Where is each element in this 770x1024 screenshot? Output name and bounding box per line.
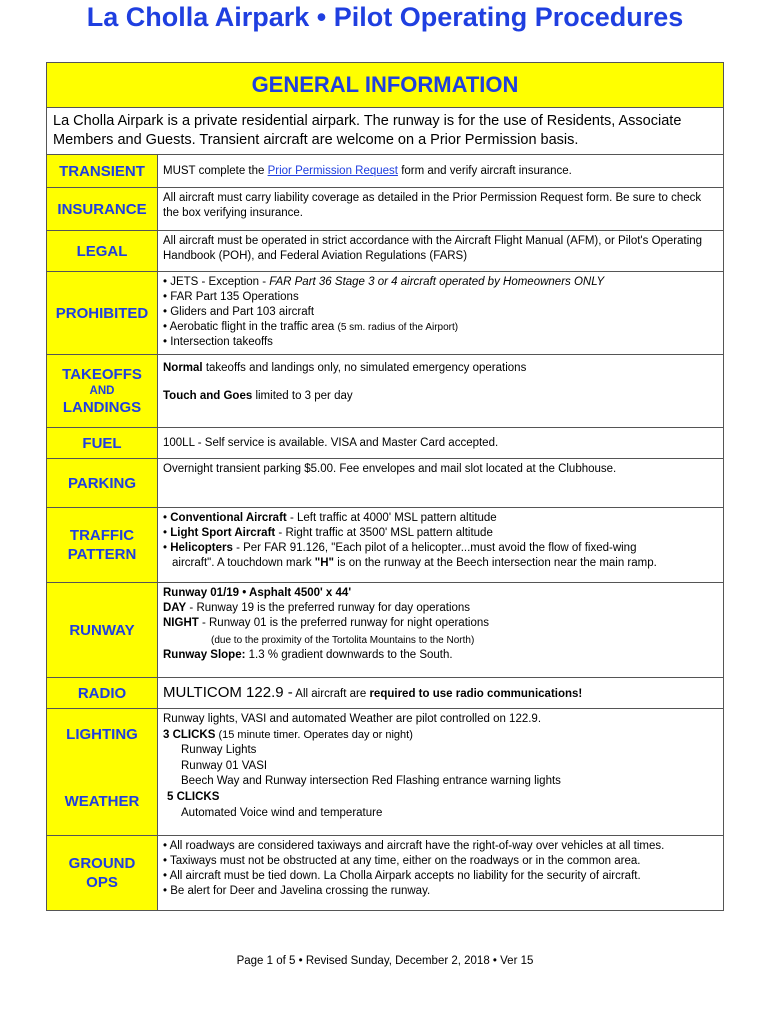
lighting-item-vasi: Runway 01 VASI — [181, 759, 268, 772]
takeoffs-normal — [163, 361, 718, 376]
row-takeoffs — [47, 355, 724, 428]
slope-rest: 1.3 % gradient downwards to the South. — [245, 649, 453, 661]
row-insurance — [47, 188, 724, 231]
lighting-3clicks — [163, 728, 718, 744]
content-prohibited — [158, 272, 724, 355]
transient-post: form and verify aircraft insurance. — [398, 164, 572, 177]
label-weather: WEATHER — [64, 793, 140, 810]
slope-bold: Runway Slope: — [163, 649, 246, 661]
content-transient — [158, 155, 724, 188]
content-insurance: All aircraft must carry liability coverage as detailed in the Prior Permission Request form. Be sure to check the box verifying insurance. — [158, 188, 724, 231]
label-transient: TRANSIENT — [47, 155, 158, 188]
label-prohibited: PROHIBITED — [47, 272, 158, 355]
prohibited-jets — [163, 275, 718, 290]
procedures-table — [46, 62, 724, 911]
content-runway — [158, 583, 724, 678]
label-parking: PARKING — [47, 459, 158, 508]
clicks3-bold: 3 CLICKS — [163, 728, 216, 741]
aerobatic-text: • Aerobatic flight in the traffic area — [163, 321, 338, 333]
lighting-item-weather: Automated Voice wind and temperature — [181, 806, 383, 819]
runway-heading — [163, 586, 718, 601]
day-bold: DAY — [163, 602, 187, 614]
label-fuel: FUEL — [47, 428, 158, 459]
label-ground-top: GROUND — [68, 855, 136, 872]
lsa-rest: - Right traffic at 3500' MSL pattern altitude — [275, 527, 493, 539]
transient-pre: MUST complete the — [163, 164, 268, 177]
touch-rest: limited to 3 per day — [252, 390, 353, 402]
label-ground — [47, 836, 158, 911]
label-traffic — [47, 508, 158, 583]
ground-item-3: • All aircraft must be tied down. La Cholla Airpark accepts no liability for the security of aircraft. — [163, 870, 641, 882]
row-radio — [47, 678, 724, 709]
runway-slope — [163, 648, 718, 663]
ground-item-2: • Taxiways must not be obstructed at any time, either on the roadways or in the common area. — [163, 855, 641, 867]
row-fuel — [47, 428, 724, 459]
clicks3-rest: (15 minute timer. Operates day or night) — [215, 728, 413, 741]
label-legal: LEGAL — [47, 231, 158, 272]
aerobatic-radius: (5 sm. radius of the Airport) — [337, 322, 459, 333]
touch-bold: Touch and Goes — [163, 390, 253, 402]
intro-text: La Cholla Airpark is a private residential airpark. The runway is for the use of Residents, Associate Members and Guests. Transient aircraft are welcome on a Prior Permission basis. — [47, 108, 724, 155]
label-takeoffs — [47, 355, 158, 428]
prior-permission-link[interactable]: Prior Permission Request — [267, 164, 398, 177]
traffic-helicopters: • Helicopters - Per FAR 91.126, "Each pilot of a helicopter...must avoid the flow of fixed-wing — [163, 542, 637, 554]
runway-day — [163, 601, 718, 616]
content-legal: All aircraft must be operated in strict accordance with the Aircraft Flight Manual (AFM), or Pilot's Operating Handbook (POH), and Federal Aviation Regulations (FARS) — [158, 231, 724, 272]
heli-line2-post: is on the runway at the Beech intersection near the main ramp. — [334, 557, 657, 569]
prohibited-gliders: • Gliders and Part 103 aircraft — [163, 306, 315, 318]
row-prohibited — [47, 272, 724, 355]
content-radio — [158, 678, 724, 709]
row-transient — [47, 155, 724, 188]
lighting-item-beech-way: Beech Way and Runway intersection Red Flashing entrance warning lights — [181, 775, 561, 788]
traffic-conventional: • Conventional Aircraft - Left traffic at 4000' MSL pattern altitude — [163, 512, 497, 524]
row-parking — [47, 459, 724, 508]
prohibited-far135: • FAR Part 135 Operations — [163, 291, 299, 303]
night-rest: - Runway 01 is the preferred runway for night operations — [198, 617, 489, 629]
traffic-helicopters-cont — [163, 556, 718, 571]
ground-item-1: • All roadways are considered taxiways and aircraft have the right-of-way over vehicles at all times. — [163, 840, 665, 852]
lighting-item-runway-lights: Runway Lights — [181, 744, 257, 757]
row-legal — [47, 231, 724, 272]
page-title: La Cholla Airpark • Pilot Operating Procedures — [86, 2, 684, 32]
label-traffic-bottom: PATTERN — [67, 546, 137, 563]
normal-rest: takeoffs and landings only, no simulated emergency operations — [202, 362, 527, 374]
runway-note: (due to the proximity of the Tortolita Mountains to the North) — [211, 635, 475, 646]
heli-h-mark: "H" — [314, 557, 335, 569]
label-insurance: INSURANCE — [47, 188, 158, 231]
content-parking: Overnight transient parking $5.00. Fee envelopes and mail slot located at the Clubhouse. — [158, 459, 724, 508]
radio-frequency: MULTICOM 122.9 - — [163, 683, 293, 701]
row-traffic — [47, 508, 724, 583]
prohibited-aerobatic — [163, 320, 718, 335]
runway-heading-text: Runway 01/19 • Asphalt 4500' x 44' — [163, 587, 352, 599]
page-footer: Page 1 of 5 • Revised Sunday, December 2, 2018 • Ver 15 — [236, 955, 534, 967]
radio-mid: All aircraft are — [292, 687, 370, 700]
night-bold: NIGHT — [163, 617, 199, 629]
clicks5-bold: 5 CLICKS — [167, 790, 220, 803]
row-lighting — [47, 709, 724, 836]
prohibited-intersection: • Intersection takeoffs — [163, 336, 273, 348]
label-lighting-top: LIGHTING — [66, 726, 138, 743]
heli-rest: - Per FAR 91.126, "Each pilot of a helicopter...must avoid the flow of fixed-wing — [232, 542, 637, 554]
day-rest: - Runway 19 is the preferred runway for day operations — [186, 602, 471, 614]
row-runway — [47, 583, 724, 678]
conv-rest: - Left traffic at 4000' MSL pattern altitude — [286, 512, 497, 524]
runway-night — [163, 616, 718, 631]
normal-bold: Normal — [163, 362, 203, 374]
jets-exception: FAR Part 36 Stage 3 or 4 aircraft operated by Homeowners ONLY — [269, 276, 605, 288]
label-takeoffs-bottom: LANDINGS — [62, 399, 142, 416]
procedures-table-wrapper — [46, 62, 724, 911]
takeoffs-touch — [163, 389, 718, 404]
traffic-lightsport: • Light Sport Aircraft - Right traffic at 3500' MSL pattern altitude — [163, 527, 493, 539]
lsa-bold: Light Sport Aircraft — [170, 527, 276, 539]
label-radio: RADIO — [47, 678, 158, 709]
content-takeoffs — [158, 355, 724, 428]
content-ground — [158, 836, 724, 911]
lighting-5clicks — [163, 790, 718, 806]
lighting-intro: Runway lights, VASI and automated Weather are pilot controlled on 122.9. — [163, 713, 542, 725]
jets-text: • JETS - Exception - — [163, 276, 270, 288]
content-fuel: 100LL - Self service is available. VISA and Master Card accepted. — [158, 428, 724, 459]
heli-bold: Helicopters — [170, 542, 233, 554]
row-ground — [47, 836, 724, 911]
general-information-header: GENERAL INFORMATION — [47, 63, 724, 108]
label-runway: RUNWAY — [47, 583, 158, 678]
conv-bold: Conventional Aircraft — [170, 512, 287, 524]
label-takeoffs-top: TAKEOFFS — [62, 366, 142, 383]
heli-line2-pre: aircraft". A touchdown mark — [172, 557, 315, 569]
label-ground-bottom: OPS — [86, 874, 118, 891]
radio-required: required to use radio communications! — [369, 687, 583, 700]
label-lighting — [47, 709, 158, 836]
label-traffic-top: TRAFFIC — [69, 527, 135, 544]
content-traffic — [158, 508, 724, 583]
content-lighting — [158, 709, 724, 836]
ground-item-4: • Be alert for Deer and Javelina crossing the runway. — [163, 885, 431, 897]
label-takeoffs-and: AND — [89, 385, 115, 397]
